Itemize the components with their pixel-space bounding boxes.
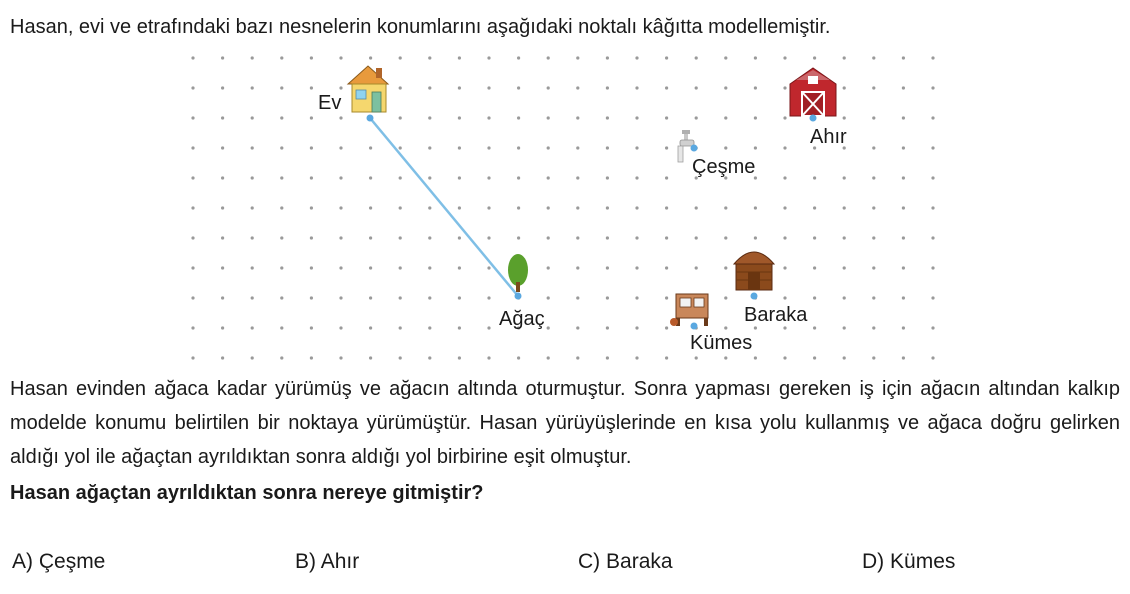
grid-dot — [458, 356, 461, 359]
grid-dot — [191, 326, 194, 329]
grid-dot — [843, 266, 846, 269]
grid-dot — [547, 326, 550, 329]
grid-dot — [783, 206, 786, 209]
grid-dot — [576, 56, 579, 59]
grid-dot — [695, 236, 698, 239]
grid-dot — [665, 86, 668, 89]
grid-dot — [902, 86, 905, 89]
grid-dot — [665, 326, 668, 329]
label-agac: Ağaç — [499, 308, 545, 330]
grid-dot — [813, 266, 816, 269]
grid-dot — [428, 116, 431, 119]
grid-dot — [221, 326, 224, 329]
grid-dot — [547, 116, 550, 119]
grid-dot — [487, 356, 490, 359]
grid-dot — [931, 236, 934, 239]
grid-dot — [902, 326, 905, 329]
grid-dot — [576, 296, 579, 299]
grid-dot — [902, 236, 905, 239]
grid-dot — [606, 86, 609, 89]
grid-dot — [813, 206, 816, 209]
grid-dot — [931, 266, 934, 269]
grid-dot — [251, 86, 254, 89]
grid-dot — [458, 116, 461, 119]
grid-dot — [221, 146, 224, 149]
grid-dot — [458, 206, 461, 209]
grid-dot — [517, 86, 520, 89]
grid-dot — [191, 116, 194, 119]
choice-d[interactable] — [862, 550, 955, 574]
grid-dot — [399, 356, 402, 359]
grid-dot — [428, 296, 431, 299]
grid-dot — [399, 326, 402, 329]
grid-dot — [813, 176, 816, 179]
grid-dot — [576, 266, 579, 269]
grid-dot — [369, 356, 372, 359]
grid-dot — [695, 116, 698, 119]
grid-dot — [606, 356, 609, 359]
grid-dot — [310, 326, 313, 329]
grid-dot — [487, 206, 490, 209]
grid-dot — [251, 326, 254, 329]
grid-dot — [576, 116, 579, 119]
grid-dot — [487, 146, 490, 149]
grid-dot — [724, 236, 727, 239]
label-cesme: Çeşme — [692, 156, 756, 178]
grid-dot — [251, 146, 254, 149]
grid-dot — [369, 56, 372, 59]
label-kumes: Kümes — [690, 332, 753, 354]
choice-a-letter: A) — [12, 550, 33, 573]
grid-dot — [872, 326, 875, 329]
grid-dot — [310, 86, 313, 89]
grid-dot — [251, 206, 254, 209]
grid-dot — [724, 116, 727, 119]
grid-dot — [369, 236, 372, 239]
grid-dot — [428, 176, 431, 179]
grid-dot — [547, 146, 550, 149]
grid-dot — [280, 266, 283, 269]
grid-dot — [221, 56, 224, 59]
grid-dot — [517, 356, 520, 359]
grid-dot — [280, 356, 283, 359]
grid-dot — [813, 296, 816, 299]
grid-dot — [369, 176, 372, 179]
grid-dot — [724, 296, 727, 299]
grid-dot — [369, 296, 372, 299]
grid-dot — [872, 356, 875, 359]
grid-dot — [724, 326, 727, 329]
grid-dot — [280, 116, 283, 119]
grid-dot — [695, 356, 698, 359]
grid-dot — [547, 206, 550, 209]
grid-dot — [547, 236, 550, 239]
grid-dot — [695, 56, 698, 59]
choice-d-text: Kümes — [890, 550, 956, 573]
grid-dot — [310, 56, 313, 59]
grid-dot — [487, 236, 490, 239]
grid-dot — [339, 56, 342, 59]
path-ev-to-agac — [370, 118, 518, 296]
grid-dot — [872, 176, 875, 179]
grid-dot — [399, 146, 402, 149]
grid-dot — [547, 176, 550, 179]
grid-dot — [635, 206, 638, 209]
grid-dot — [931, 206, 934, 209]
grid-dot — [843, 206, 846, 209]
grid-dot — [635, 356, 638, 359]
grid-dot — [399, 86, 402, 89]
grid-dot — [221, 176, 224, 179]
grid-dot — [517, 236, 520, 239]
grid-dot — [191, 236, 194, 239]
grid-dot — [339, 266, 342, 269]
grid-dot — [191, 266, 194, 269]
grid-dot — [665, 236, 668, 239]
grid-dot — [635, 326, 638, 329]
grid-dot — [251, 236, 254, 239]
marker-baraka — [751, 293, 758, 300]
grid-dot — [280, 206, 283, 209]
grid-dot — [547, 356, 550, 359]
grid-dot — [606, 236, 609, 239]
grid-dot — [428, 146, 431, 149]
grid-dot — [280, 296, 283, 299]
grid-dot — [310, 176, 313, 179]
grid-dot — [339, 296, 342, 299]
coop-icon — [670, 294, 708, 326]
grid-dot — [843, 356, 846, 359]
grid-dot — [310, 296, 313, 299]
grid-dot — [606, 176, 609, 179]
grid-dot — [310, 206, 313, 209]
grid-dot — [576, 86, 579, 89]
grid-dot — [280, 56, 283, 59]
grid-dot — [487, 326, 490, 329]
grid-dot — [191, 206, 194, 209]
grid-dot — [339, 326, 342, 329]
grid-dot — [251, 176, 254, 179]
grid-dot — [576, 356, 579, 359]
grid-dot — [547, 266, 550, 269]
grid-dot — [931, 146, 934, 149]
marker-kumes — [691, 323, 698, 330]
grid-dot — [606, 116, 609, 119]
grid-dot — [843, 176, 846, 179]
grid-dot — [517, 56, 520, 59]
grid-dot — [576, 146, 579, 149]
grid-dot — [399, 56, 402, 59]
house-icon — [348, 66, 388, 112]
grid-dot — [221, 206, 224, 209]
grid-dot — [191, 56, 194, 59]
grid-dot — [635, 86, 638, 89]
grid-dot — [280, 326, 283, 329]
grid-dot — [428, 266, 431, 269]
grid-dot — [191, 296, 194, 299]
grid-dot — [931, 56, 934, 59]
label-ev: Ev — [318, 92, 342, 114]
grid-dot — [872, 116, 875, 119]
grid-dot — [931, 116, 934, 119]
grid-dot — [902, 146, 905, 149]
grid-dot — [310, 356, 313, 359]
grid-dot — [665, 356, 668, 359]
grid-dot — [339, 236, 342, 239]
grid-dot — [310, 146, 313, 149]
grid-dot — [813, 56, 816, 59]
grid-dot — [902, 296, 905, 299]
grid-dot — [635, 296, 638, 299]
grid-dot — [399, 296, 402, 299]
grid-dot — [251, 116, 254, 119]
grid-dot — [931, 86, 934, 89]
grid-dot — [191, 146, 194, 149]
grid-dot — [606, 266, 609, 269]
grid-dot — [369, 266, 372, 269]
grid-dot — [428, 326, 431, 329]
grid-dot — [339, 356, 342, 359]
grid-dot — [251, 356, 254, 359]
grid-dot — [280, 146, 283, 149]
grid-dot — [872, 86, 875, 89]
grid-dot — [635, 176, 638, 179]
choice-b-letter: B) — [295, 550, 316, 573]
grid-dot — [458, 86, 461, 89]
grid-dot — [458, 296, 461, 299]
grid-dot — [310, 116, 313, 119]
grid-dot — [339, 176, 342, 179]
grid-dot — [665, 56, 668, 59]
grid-dot — [576, 326, 579, 329]
grid-dot — [606, 296, 609, 299]
grid-dot — [843, 236, 846, 239]
grid-dot — [843, 296, 846, 299]
marker-ahir — [810, 115, 817, 122]
grid-dot — [606, 326, 609, 329]
grid-dot — [635, 236, 638, 239]
grid-dot — [635, 56, 638, 59]
grid-dot — [606, 206, 609, 209]
grid-dot — [280, 86, 283, 89]
grid-dot — [576, 236, 579, 239]
grid-dot — [902, 56, 905, 59]
grid-dot — [902, 206, 905, 209]
grid-dot — [191, 176, 194, 179]
grid-dot — [251, 266, 254, 269]
choice-c-text: Baraka — [606, 550, 673, 573]
marker-cesme — [691, 145, 698, 152]
grid-dot — [487, 116, 490, 119]
grid-dot — [931, 356, 934, 359]
grid-dot — [665, 116, 668, 119]
grid-dot — [635, 266, 638, 269]
grid-dot — [339, 146, 342, 149]
grid-dot — [517, 206, 520, 209]
choice-d-letter: D) — [862, 550, 885, 573]
grid-dot — [221, 266, 224, 269]
grid-dot — [310, 266, 313, 269]
grid-dot — [902, 116, 905, 119]
grid-dot — [458, 326, 461, 329]
grid-dot — [458, 146, 461, 149]
grid-dot — [783, 296, 786, 299]
grid-dot — [783, 356, 786, 359]
grid-dot — [695, 206, 698, 209]
choice-a-text: Çeşme — [38, 550, 106, 573]
grid-dot — [547, 56, 550, 59]
grid-dot — [724, 206, 727, 209]
grid-dot — [369, 206, 372, 209]
grid-dot — [783, 176, 786, 179]
grid-dot — [783, 236, 786, 239]
grid-dot — [783, 86, 786, 89]
grid-dot — [931, 326, 934, 329]
grid-dot — [665, 176, 668, 179]
grid-dot — [724, 56, 727, 59]
grid-dot — [872, 296, 875, 299]
grid-dot — [428, 206, 431, 209]
grid-dot — [428, 86, 431, 89]
grid-dot — [931, 296, 934, 299]
grid-dot — [221, 296, 224, 299]
grid-dot — [547, 86, 550, 89]
grid-dot — [487, 176, 490, 179]
grid-dot — [754, 236, 757, 239]
grid-dot — [339, 86, 342, 89]
grid-dot — [783, 56, 786, 59]
grid-dot — [783, 116, 786, 119]
grid-dot — [191, 86, 194, 89]
grid-dot — [724, 266, 727, 269]
grid-dot — [221, 86, 224, 89]
grid-dot — [724, 86, 727, 89]
grid-dot — [606, 56, 609, 59]
grid-dot — [221, 356, 224, 359]
grid-dot — [458, 176, 461, 179]
grid-dot — [399, 266, 402, 269]
grid-dot — [399, 236, 402, 239]
grid-dot — [369, 146, 372, 149]
grid-dot — [902, 176, 905, 179]
grid-dot — [606, 146, 609, 149]
grid-dot — [813, 326, 816, 329]
grid-dot — [369, 326, 372, 329]
grid-dot — [428, 236, 431, 239]
grid-dot — [517, 146, 520, 149]
grid-dot — [843, 326, 846, 329]
grid-dot — [724, 146, 727, 149]
shed-icon — [734, 252, 774, 290]
grid-dot — [872, 206, 875, 209]
grid-dot — [428, 56, 431, 59]
grid-dot — [754, 356, 757, 359]
marker-agac — [515, 293, 522, 300]
label-baraka: Baraka — [744, 304, 808, 326]
grid-dot — [754, 56, 757, 59]
choice-b[interactable] — [295, 550, 359, 574]
grid-dot — [576, 206, 579, 209]
grid-dot — [487, 56, 490, 59]
barn-icon — [790, 68, 836, 116]
grid-dot — [872, 56, 875, 59]
marker-ev — [367, 115, 374, 122]
grid-dot — [665, 266, 668, 269]
grid-dot — [813, 356, 816, 359]
grid-dot — [517, 116, 520, 119]
grid-dot — [843, 86, 846, 89]
grid-dot — [221, 236, 224, 239]
grid-dot — [902, 356, 905, 359]
grid-dot — [487, 296, 490, 299]
grid-dot — [517, 176, 520, 179]
grid-dot — [754, 116, 757, 119]
grid-dot — [280, 176, 283, 179]
grid-dot — [665, 146, 668, 149]
grid-dot — [783, 146, 786, 149]
grid-dot — [458, 266, 461, 269]
grid-dot — [310, 236, 313, 239]
choice-a[interactable] — [12, 550, 105, 574]
grid-dot — [635, 116, 638, 119]
choice-c-letter: C) — [578, 550, 601, 573]
grid-dot — [695, 86, 698, 89]
grid-dot — [902, 266, 905, 269]
grid-dot — [221, 116, 224, 119]
grid-dot — [191, 356, 194, 359]
grid-dot — [399, 116, 402, 119]
grid-dot — [576, 176, 579, 179]
choice-b-text: Ahır — [320, 550, 360, 573]
grid-dot — [428, 356, 431, 359]
grid-dot — [339, 116, 342, 119]
grid-dot — [251, 56, 254, 59]
grid-dot — [872, 266, 875, 269]
label-ahir: Ahır — [810, 126, 847, 148]
grid-dot — [251, 296, 254, 299]
grid-dot — [872, 146, 875, 149]
grid-dot — [339, 206, 342, 209]
grid-dot — [754, 206, 757, 209]
grid-dot — [783, 266, 786, 269]
grid-dot — [695, 266, 698, 269]
grid-dot — [399, 206, 402, 209]
grid-dot — [931, 176, 934, 179]
grid-dot — [458, 56, 461, 59]
grid-dot — [843, 56, 846, 59]
grid-dot — [665, 296, 668, 299]
grid-dot — [665, 206, 668, 209]
grid-dot — [487, 86, 490, 89]
grid-dot — [280, 236, 283, 239]
grid-dot — [547, 296, 550, 299]
grid-dot — [487, 266, 490, 269]
grid-dot — [754, 86, 757, 89]
intro-text: Hasan, evi ve etrafındaki bazı nesnelerin konumlarını aşağıdaki noktalı kâğıtta modellemiştir. — [10, 16, 831, 38]
grid-dot — [399, 176, 402, 179]
grid-dot — [635, 146, 638, 149]
question-text: Hasan ağaçtan ayrıldıktan sonra nereye gitmiştir? — [10, 482, 484, 504]
grid-dot — [872, 236, 875, 239]
grid-dot — [458, 236, 461, 239]
choice-c[interactable] — [578, 550, 673, 574]
grid-dot — [724, 356, 727, 359]
problem-paragraph: Hasan evinden ağaca kadar yürümüş ve ağacın altında oturmuştur. Sonra yapması gereken iş için ağacın altından kalkıp modelde konumu belirtilen bir noktaya yürümüştür. Hasan yürüyüşlerinde en kısa yolu kullanmış ve ağaca doğru gelirken aldığı yol ile ağaçtan ayrıldıktan sonra aldığı yol birbirine eşit olmuştur. — [10, 378, 1120, 468]
grid-dot — [754, 146, 757, 149]
grid-dot — [843, 116, 846, 119]
grid-dot — [813, 236, 816, 239]
